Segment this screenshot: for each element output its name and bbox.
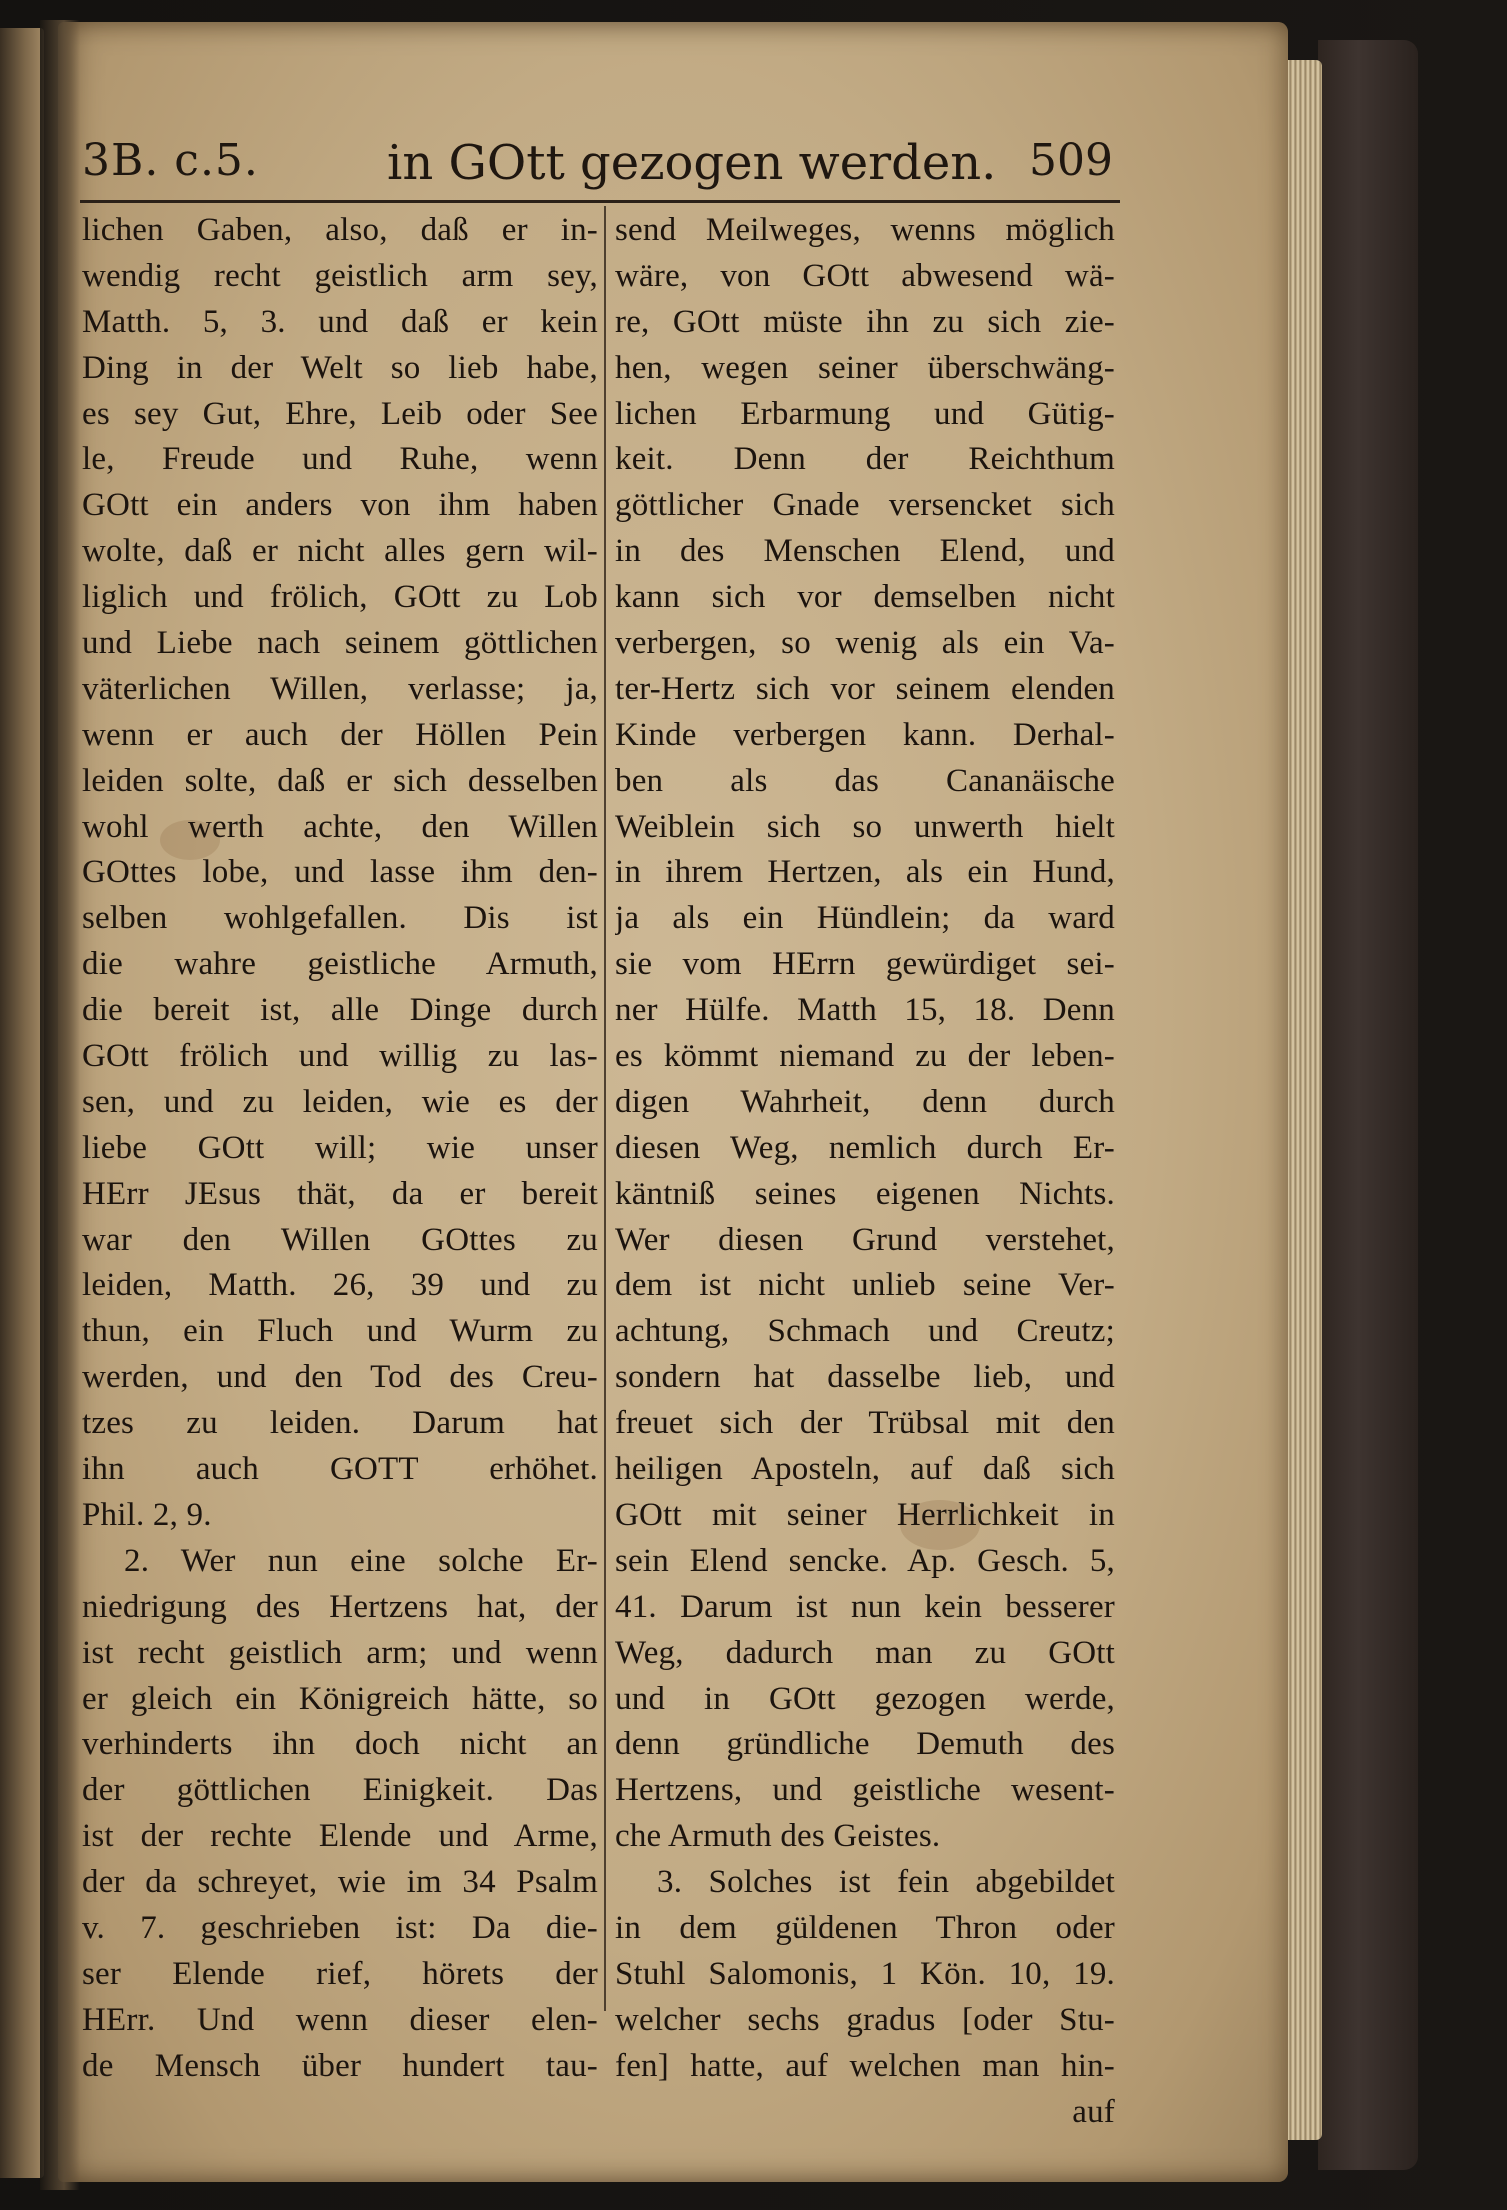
text-line: dem ist nicht unlieb seine Ver- (615, 1267, 1115, 1304)
text-line: die bereit ist, alle Dinge durch (82, 992, 598, 1029)
text-line: leiden, Matth. 26, 39 und zu (82, 1267, 598, 1304)
text-line: Matth. 5, 3. und daß er kein (82, 303, 598, 340)
text-line: liebe GOtt will; wie unser (82, 1129, 598, 1166)
text-line: Kinde verbergen kann. Derhal- (615, 716, 1115, 753)
text-line: 41. Darum ist nun kein besserer (615, 1588, 1115, 1625)
text-line: diesen Weg, nemlich durch Er- (615, 1129, 1115, 1166)
text-line: achtung, Schmach und Creutz; (615, 1313, 1115, 1350)
text-line: sie vom HErrn gewürdiget sei- (615, 946, 1115, 983)
text-line: ist recht geistlich arm; und wenn (82, 1634, 598, 1671)
text-line: GOtt frölich und willig zu las- (82, 1038, 598, 1075)
text-line: väterlichen Willen, verlasse; ja, (82, 670, 598, 707)
text-line: fen] hatte, auf welchen man hin- (615, 2047, 1115, 2084)
text-line: ja als ein Hündlein; da ward (615, 900, 1115, 937)
text-line: ihn auch GOTT erhöhet. (82, 1451, 598, 1488)
text-line: lichen Gaben, also, daß er in- (82, 212, 598, 248)
text-line: ist der rechte Elende und Arme, (82, 1818, 598, 1855)
column-divider (604, 206, 606, 2011)
text-line: Weg, dadurch man zu GOtt (615, 1634, 1115, 1671)
text-line: werden, und den Tod des Creu- (82, 1359, 598, 1396)
text-line: und Liebe nach seinem göttlichen (82, 625, 598, 662)
text-line: hen, wegen seiner überschwäng- (615, 349, 1115, 386)
text-line: liglich und frölich, GOtt zu Lob (82, 579, 598, 616)
gutter-shadow (40, 20, 80, 2190)
text-line: verhinderts ihn doch nicht an (82, 1726, 598, 1763)
text-line: GOttes lobe, und lasse ihm den- (82, 854, 598, 891)
text-line: er gleich ein Königreich hätte, so (82, 1680, 598, 1717)
text-line: die wahre geistliche Armuth, (82, 946, 598, 983)
text-line: der da schreyet, wie im 34 Psalm (82, 1864, 598, 1901)
text-line: Wer diesen Grund verstehet, (615, 1221, 1115, 1258)
text-line: sondern hat dasselbe lieb, und (615, 1359, 1115, 1396)
right-column (615, 208, 1115, 2135)
header-rule (80, 200, 1120, 203)
text-line: digen Wahrheit, denn durch (615, 1083, 1115, 1120)
text-line: Stuhl Salomonis, 1 Kön. 10, 19. (615, 1955, 1115, 1992)
text-line: wenn er auch der Höllen Pein (82, 716, 598, 753)
text-line: denn gründliche Demuth des (615, 1726, 1115, 1763)
text-line: käntniß seines eigenen Nichts. (615, 1175, 1115, 1212)
text-line: keit. Denn der Reichthum (615, 441, 1115, 478)
text-line: che Armuth des Geistes. (615, 1818, 941, 1855)
previous-page-edge (0, 28, 44, 2178)
text-line: wäre, von GOtt abwesend wä- (615, 257, 1115, 294)
text-line: de Mensch über hundert tau- (82, 2047, 598, 2084)
text-line: Phil. 2, 9. (82, 1496, 212, 1533)
text-line: Hertzens, und geistliche wesent- (615, 1772, 1115, 1809)
text-line: 2. Wer nun eine solche Er- (124, 1542, 598, 1579)
text-line: re, GOtt müste ihn zu sich zie- (615, 303, 1115, 340)
text-line: le, Freude und Ruhe, wenn (82, 441, 598, 478)
text-line: auf (1072, 2093, 1115, 2130)
text-line: wolte, daß er nicht alles gern wil- (82, 533, 598, 570)
text-line: selben wohlgefallen. Dis ist (82, 900, 598, 937)
text-line: es kömmt niemand zu der leben- (615, 1038, 1115, 1075)
text-line: tzes zu leiden. Darum hat (82, 1405, 598, 1442)
text-line: ser Elende rief, hörets der (82, 1955, 598, 1992)
text-line: wohl werth achte, den Willen (82, 808, 598, 845)
text-line: ner Hülfe. Matth 15, 18. Denn (615, 992, 1115, 1029)
text-line: HErr JEsus thät, da er bereit (82, 1175, 598, 1212)
text-line: in ihrem Hertzen, als ein Hund, (615, 854, 1115, 891)
text-line: der göttlichen Einigkeit. Das (82, 1772, 598, 1809)
left-column (82, 208, 598, 2090)
text-line: heiligen Aposteln, auf daß sich (615, 1451, 1115, 1488)
text-line: v. 7. geschrieben ist: Da die- (82, 1909, 598, 1946)
text-line: HErr. Und wenn dieser elen- (82, 2001, 598, 2038)
text-line: 3. Solches ist fein abgebildet (657, 1864, 1115, 1901)
book-cover (1318, 40, 1418, 2170)
text-line: welcher sechs gradus [oder Stu- (615, 2001, 1115, 2038)
text-line: verbergen, so wenig als ein Va- (615, 625, 1115, 662)
text-line: sen, und zu leiden, wie es der (82, 1083, 598, 1120)
text-line: ben als das Cananäische (615, 762, 1115, 799)
text-line: göttlicher Gnade versencket sich (615, 487, 1115, 524)
text-line: wendig recht geistlich arm sey, (82, 257, 598, 294)
text-line: und in GOtt gezogen werde, (615, 1680, 1115, 1717)
text-line: Weiblein sich so unwerth hielt (615, 808, 1115, 845)
text-line: in dem güldenen Thron oder (615, 1909, 1115, 1946)
text-line: thun, ein Fluch und Wurm zu (82, 1313, 598, 1350)
signature-mark: 3B. c.5. (82, 135, 259, 186)
page-edges (1282, 60, 1322, 2140)
running-title: in GOtt gezogen werden. (387, 135, 997, 191)
text-line: GOtt mit seiner Herrlichkeit in (615, 1496, 1115, 1533)
text-line: kann sich vor demselben nicht (615, 579, 1115, 616)
text-line: sein Elend sencke. Ap. Gesch. 5, (615, 1542, 1115, 1579)
page-number: 509 (1029, 135, 1113, 186)
text-line: in des Menschen Elend, und (615, 533, 1115, 570)
text-line: lichen Erbarmung und Gütig- (615, 395, 1115, 432)
text-line: war den Willen GOttes zu (82, 1221, 598, 1258)
text-line: es sey Gut, Ehre, Leib oder See (82, 395, 598, 432)
text-line: leiden solte, daß er sich desselben (82, 762, 598, 799)
text-line: freuet sich der Trübsal mit den (615, 1405, 1115, 1442)
text-line: send Meilweges, wenns möglich (615, 212, 1115, 248)
text-line: ter-Hertz sich vor seinem elenden (615, 670, 1115, 707)
text-line: niedrigung des Hertzens hat, der (82, 1588, 598, 1625)
text-line: Ding in der Welt so lieb habe, (82, 349, 598, 386)
page-header (82, 135, 1112, 205)
text-line: GOtt ein anders von ihm haben (82, 487, 598, 524)
